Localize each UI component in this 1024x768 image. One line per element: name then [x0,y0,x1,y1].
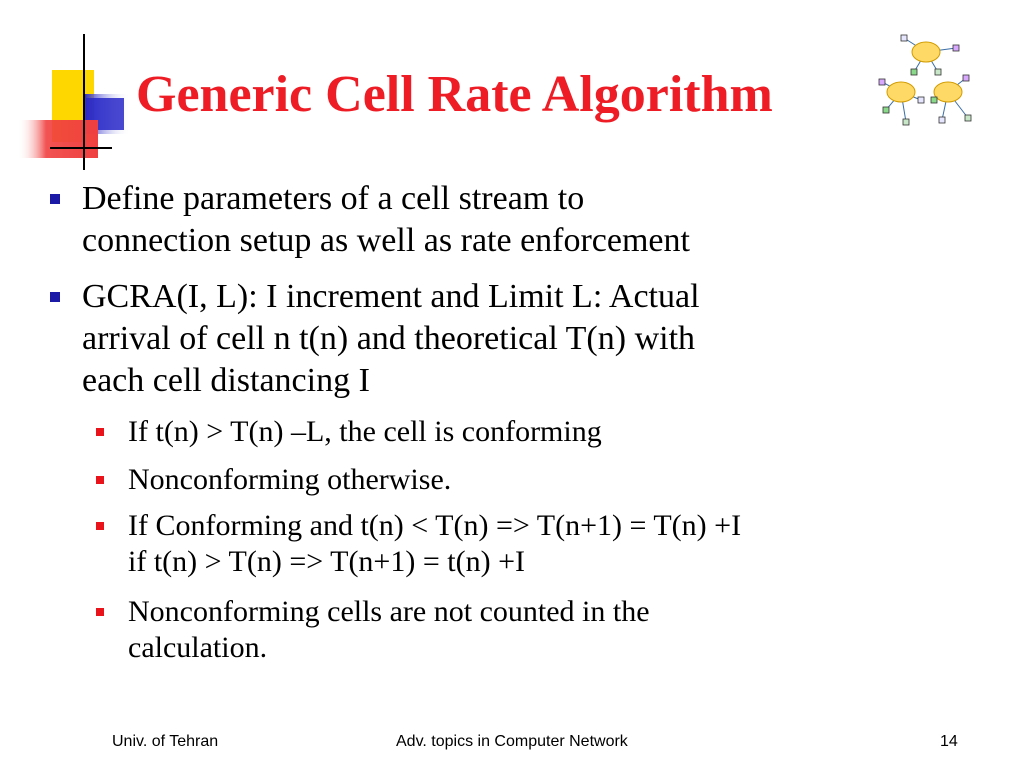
sub-bullet-text [128,594,966,666]
sub-bullet-line: Nonconforming cells are not counted in the [128,595,650,628]
bullet-line: connection setup as well as rate enforcement [82,222,690,259]
sub-bullet-line: Nonconforming otherwise. [128,463,452,496]
bullet-line: Define parameters of a cell stream to [82,180,585,217]
bullet-item [50,276,950,402]
page-number: 14 [940,733,958,750]
bullet-line: GCRA(I, L): I increment and Limit L: Actual [82,278,700,315]
network-clouds-icon [876,30,976,130]
bullet-square-icon [50,194,60,204]
bullet-line: arrival of cell n t(n) and theoretical T(n) with [82,320,696,357]
sub-bullet-text [128,508,966,580]
bullet-line: each cell distancing I [82,362,370,399]
sub-bullet-item [96,594,966,666]
sub-bullet-square-icon [96,428,104,436]
sub-bullet-square-icon [96,522,104,530]
sub-bullet-item [96,414,966,450]
slide-title: Generic Cell Rate Algorithm [136,66,773,123]
sub-bullet-line: if t(n) > T(n) => T(n+1) = t(n) +I [128,545,525,578]
sub-bullet-item [96,462,966,498]
sub-bullet-text [128,414,966,450]
bullet-square-icon [50,292,60,302]
sub-bullet-square-icon [96,608,104,616]
bullet-text [82,178,950,262]
sub-bullet-line: If t(n) > T(n) –L, the cell is conforming [128,415,602,448]
colored-squares-decoration [0,0,140,170]
sub-bullet-square-icon [96,476,104,484]
bullet-item [50,178,950,262]
sub-bullet-item [96,508,966,580]
sub-bullet-line: calculation. [128,631,268,664]
footer-center: Adv. topics in Computer Network [396,733,628,750]
sub-bullet-line: If Conforming and t(n) < T(n) => T(n+1) = T(n) +I [128,509,742,542]
sub-bullet-text [128,462,966,498]
footer-left: Univ. of Tehran [112,733,219,750]
bullet-text [82,276,950,402]
